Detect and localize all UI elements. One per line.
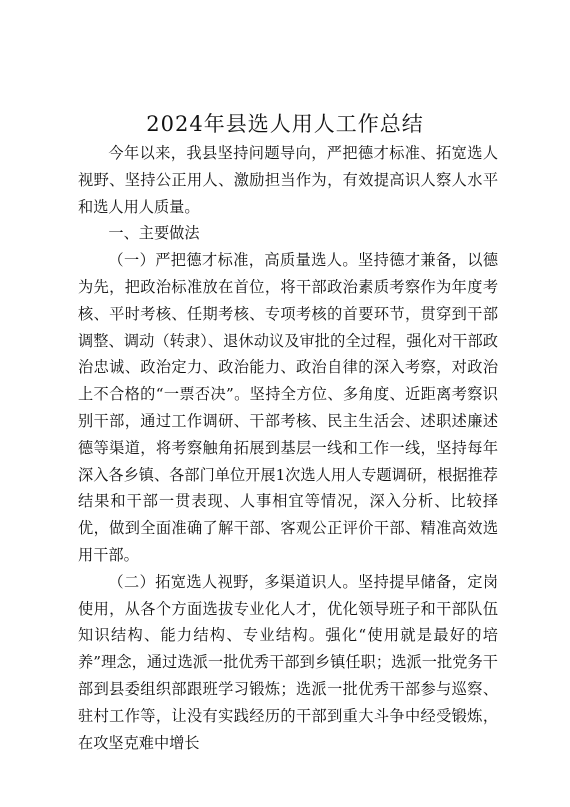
item-title-1: （一）严把德才标准，高质量选人。 — [108, 251, 359, 270]
item-text-2: 坚持提早储备，定岗使用，从各个方面选拔专业化人才，优化领导班子和干部队伍知识结构、能力结构、专业结构。强化“使用就是最好的培养”理念，通过选派一批优秀干部到乡镇任职；选派一批党务干部到县委组织部跟班学习锻炼；选派一批优秀干部参与巡察、驻村工作等，让没有实践经历的干部到重大斗争中经受锻炼，在攻坚克难中增长 — [78, 572, 499, 752]
intro-paragraph: 今年以来，我县坚持问题导向，严把德才标准、拓宽选人视野、坚持公正用人、激励担当作为，有效提高识人察人水平和选人用人质量。 — [78, 144, 498, 216]
item-paragraph-2 — [78, 569, 498, 757]
item-title-2: （二）拓宽选人视野，多渠道识人。 — [108, 572, 359, 591]
document-body — [78, 140, 498, 756]
item-paragraph-1 — [78, 247, 498, 569]
section-heading: 一、主要做法 — [108, 224, 200, 243]
document-title: 2024年县选人用人工作总结 — [146, 112, 424, 136]
item-text-1: 坚持德才兼备，以德为先，把政治标准放在首位，将干部政治素质考察作为年度考核、平时考核、任期考核、专项考核的首要环节，贯穿到干部调整、调动（转隶）、退休动议及审批的全过程，强化对干部政治忠诚、政治定力、政治能力、政治自律的深入考察，对政治上不合格的“一票否决”。坚持全方位、多角度、近距离考察识别干部，通过工作调研、干部考核、民主生活会、述职述廉述德等渠道，将考察触角拓展到基层一线和工作一线，坚持每年深入各乡镇、各部门单位开展1次选人用人专题调研，根据推荐结果和干部一贯表现、人事相宜等情况，深入分析、比较择优，做到全面准确了解干部、客观公正评价干部、精准高效选用干部。 — [78, 251, 499, 564]
